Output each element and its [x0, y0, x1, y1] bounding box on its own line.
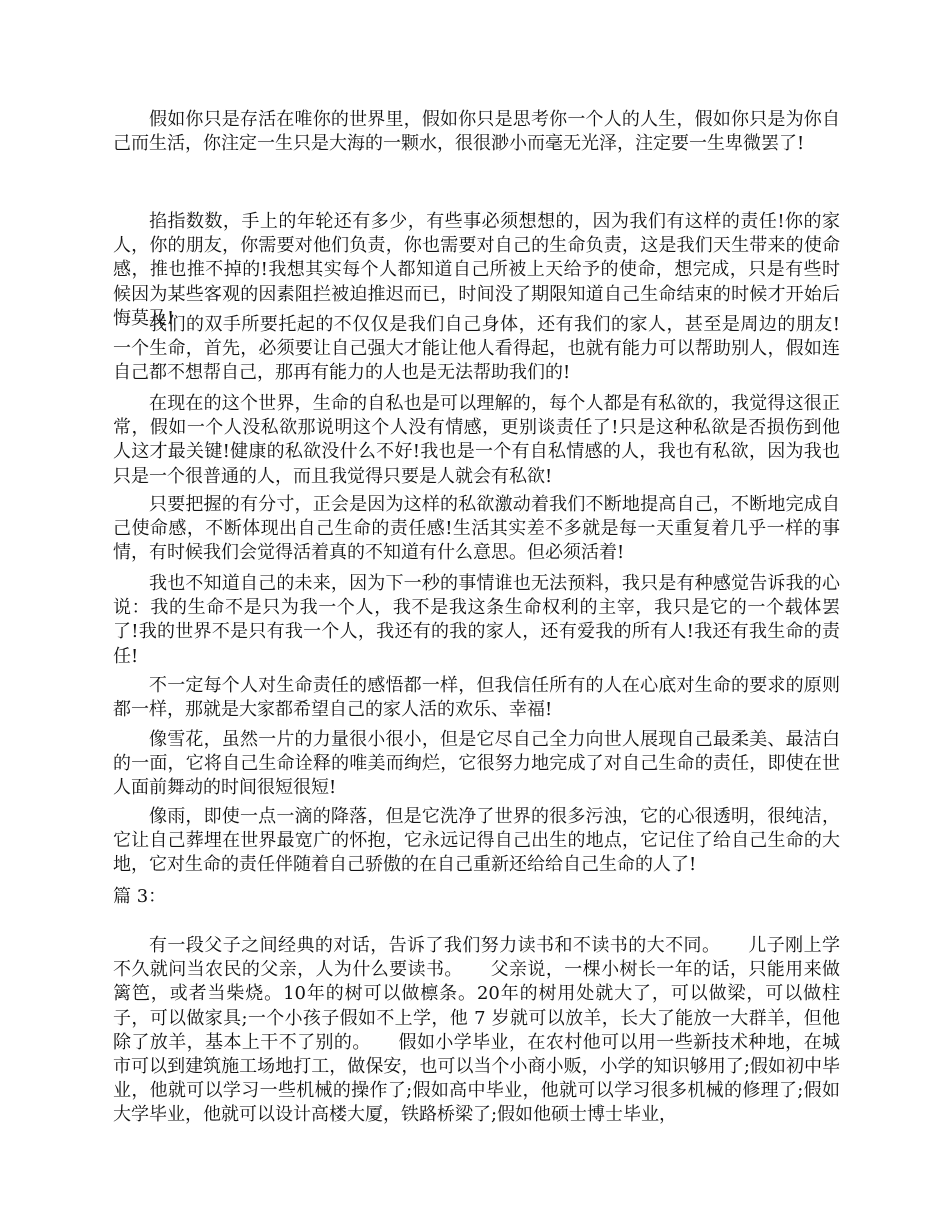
- paragraph-2: 掐指数数，手上的年轮还有多少，有些事必须想想的，因为我们有这样的责任!你的家人，你的朋友，你需要对他们负责，你也需要对自己的生命负责，这是我们天生带来的使命感，推也推不掉的!我想其实每个人都知道自己所被上天给予的使命，想完成，只是有些时候因为某些客观的因素阻拦被迫推迟而已，时间没了期限知道自己生命结束的时候才开始后悔莫及!: [113, 211, 840, 329]
- paragraph-1: 假如你只是存活在唯你的世界里，假如你只是思考你一个人的人生，假如你只是为你自己而生活，你注定一生只是大海的一颗水，很很渺小而毫无光泽，注定要一生卑微罢了!: [113, 109, 840, 155]
- paragraph-4: 在现在的这个世界，生命的自私也是可以理解的，每个人都是有私欲的，我觉得这很正常，假如一个人没私欲那说明这个人没有情感，更别谈责任了!只是这种私欲是否损伤到他人这才最关键!健康的私欲没什么不好!我也是一个有自私情感的人，我也有私欲，因为我也只是一个很普通的人，而且我觉得只要是人就会有私欲!: [113, 393, 840, 487]
- section-heading: 篇 3：: [113, 886, 167, 907]
- paragraph-7: 不一定每个人对生命责任的感悟都一样，但我信任所有的人在心底对生命的要求的原则都一样，那就是大家都希望自己的家人活的欢乐、幸福!: [113, 675, 840, 721]
- paragraph-5: 只要把握的有分寸，正会是因为这样的私欲激动着我们不断地提高自己，不断地完成自己使命感，不断体现出自己生命的责任感!生活其实差不多就是每一天重复着几乎一样的事情，有时候我们会觉得活着真的不知道有什么意思。但必须活着!: [113, 494, 840, 564]
- paragraph-8: 像雪花，虽然一片的力量很小很小，但是它尽自己全力向世人展现自己最柔美、最洁白的一面，它将自己生命诠释的唯美而绚烂，它很努力地完成了对自己生命的责任，即使在世人面前舞动的时间很短很短!: [113, 729, 840, 799]
- paragraph-6: 我也不知道自己的未来，因为下一秒的事情谁也无法预料，我只是有种感觉告诉我的心说：我的生命不是只为我一个人，我不是我这条生命权利的主宰，我只是它的一个载体罢了!我的世界不是只有我一个人，我还有的我的家人，还有爱我的所有人!我还有我生命的责任!: [113, 573, 840, 667]
- paragraph-9: 像雨，即使一点一滴的降落，但是它洗净了世界的很多污浊，它的心很透明，很纯洁，它让自己葬埋在世界最宽广的怀抱，它永远记得自己出生的地点，它记住了给自己生命的大地，它对生命的责任伴随着自己骄傲的在自己重新还给给自己生命的人了!: [113, 806, 840, 876]
- paragraph-3: 我们的双手所要托起的不仅仅是我们自己身体，还有我们的家人，甚至是周边的朋友!一个生命，首先，必须要让自己强大才能让他人看得起，也就有能力可以帮助别人，假如连自己都不想帮自己，那再有能力的人也是无法帮助我们的!: [113, 314, 840, 384]
- section3-paragraph: 有一段父子之间经典的对话，告诉了我们努力读书和不读书的大不同。 儿子刚上学不久就问当农民的父亲，人为什么要读书。 父亲说，一棵小树长一年的话，只能用来做篱笆，或者当柴烧。10年的树可以做檩条。20年的树用处就大了，可以做梁，可以做柱子，可以做家具;一个小孩子假如不上学，他 7 岁就可以放羊，长大了能放一大群羊，但他除了放羊，基本上干不了别的。 假如小学毕业，在农村他可以用一些新技术种地，在城市可以到建筑施工场地打工，做保安，也可以当个小商小贩，小学的知识够用了;假如初中毕业，他就可以学习一些机械的操作了;假如高中毕业，他就可以学习很多机械的修理了;假如大学毕业，他就可以设计高楼大厦，铁路桥梁了;假如他硕士博士毕业，: [113, 935, 840, 1126]
